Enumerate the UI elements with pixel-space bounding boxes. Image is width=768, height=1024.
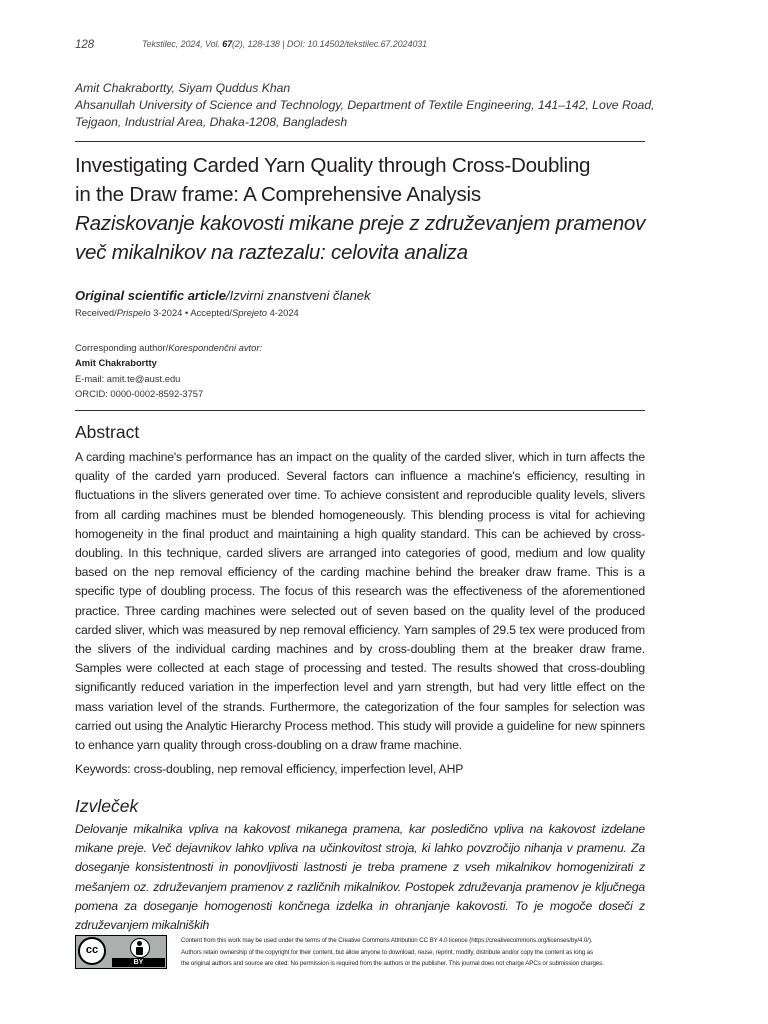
abstract-heading: Abstract — [75, 422, 140, 442]
izvlecek-text: Delovanje mikalnika vpliva na kakovost mikanega pramena, kar posledično vpliva na kakovost izdelane mikane preje. Več dejavnikov lahko vpliva na učinkovitost stroja, ki lahko povzročijo nihanja v pramenu. Za doseganje konsistentnosti in ponovljivosti lastnosti je treba pramene z vseh mikalnikov homogenizirati z mešanjem oz. združevanjem pramenov z različnih mikalnikov. Postopek združevanja pramenov je ključnega pomena za doseganje homogenosti končnega izdelka in ohranjanje kakovosti. To je mogoče doseči z združevanjem mikalniških — [75, 822, 645, 933]
izvlecek-heading: Izvleček — [75, 796, 139, 816]
title-slovenian — [75, 209, 675, 267]
article-type — [75, 288, 371, 303]
corresponding-email: E-mail: amit.te@aust.edu — [75, 372, 181, 384]
title-english — [75, 151, 675, 209]
corresponding-label-en: Corresponding author/ — [75, 342, 169, 353]
article-type-separator: / — [226, 288, 230, 303]
accepted-label-sl: Sprejeto — [232, 307, 267, 318]
abstract-text: A carding machine's performance has an impact on the quality of the carded sliver, which in turn affects the quality of the carded yarn produced. Several factors can influence a machine's efficiency, resulting in fluctuations in the slivers generated over time. To achieve consistent and reproducible quality levels, slivers from all carding machines must be blended homogeneously. This blending process is vital for achieving homogeneity in the final product and maintaining a high quality standard. This can be achieved by cross-doubling. In this technique, carded slivers are arranged into categories of good, medium and low quality based on the nep removal efficiency of the carding machine behind the breaker draw frame. This is a specific type of doubling process. The focus of this research was the effectiveness of the aforementioned practice. Three carding machines were selected out of seven based on the quality level of the produced carded sliver, which was measured by nep removal efficiency. Yarn samples of 29.5 tex were produced from the slivers of the individual carding machines and by cross-doubling them at the breaker draw frame. Samples were collected at each stage of processing and tested. The results showed that cross-doubling significantly reduced variation in the imperfection level and yarn strength, but had very little effect on the mass variation level of the strands. Furthermore, the categorization of the four samples for selection was carried out using the Analytic Hierarchy Process method. This study will provide a guideline for new spinners to enhance yarn quality through cross-doubling on a draw frame machine. — [75, 450, 645, 753]
license-line-3: the original authors and source are cited. No permission is required from the authors or the publisher. This journal does not charge APCs or submission charges. — [181, 960, 604, 968]
top-divider — [75, 141, 645, 142]
affiliation-line-2: Tejgaon, Industrial Area, Dhaka-1208, Bangladesh — [75, 115, 348, 129]
journal-volume: 67 — [222, 39, 232, 49]
title-slovenian-line-2: več mikalnikov na raztezalu: celovita analiza — [75, 241, 468, 264]
page-number: 128 — [75, 39, 95, 51]
corresponding-name: Amit Chakrabortty — [75, 357, 157, 369]
title-english-line-2: in the Draw frame: A Comprehensive Analysis — [75, 183, 481, 206]
corresponding-author-block — [75, 340, 262, 402]
received-label-sl: Prispelo — [116, 307, 151, 318]
corresponding-label — [75, 340, 262, 355]
accepted-value: 4-2024 — [266, 307, 299, 318]
affiliation-line-1: Ahsanullah University of Science and Technology, Department of Textile Engineering, 141–142, Love Road, — [75, 98, 655, 112]
license-line-1: Content from this work may be used under the terms of the Creative Commons Attribution CC BY 4.0 licence (https://creativecommons.org/licenses/by/4.0/). — [181, 937, 593, 944]
author-block — [75, 80, 655, 131]
author-names: Amit Chakrabortty, Siyam Quddus Khan — [75, 81, 291, 95]
article-type-sl: Izvirni znanstveni članek — [229, 288, 371, 303]
by-label: BY — [112, 958, 165, 967]
cc-icon: cc — [78, 937, 106, 965]
license-line-2: Authors retain ownership of the copyright for their content, but allow anyone to download, reuse, reprint, modify, distribute and/or copy the content as long as — [181, 948, 594, 956]
attribution-person-icon — [130, 938, 150, 958]
journal-prefix: Tekstilec, 2024, Vol. — [142, 39, 223, 49]
corresponding-orcid: ORCID: 0000-0002-8592-3757 — [75, 388, 204, 400]
received-value: 3-2024 • Accepted/ — [150, 307, 233, 318]
title-slovenian-line-1: Raziskovanje kakovosti mikane preje z združevanjem pramenov — [75, 212, 646, 235]
abstract-divider — [75, 410, 645, 411]
article-dates — [75, 307, 299, 318]
journal-citation — [142, 39, 427, 49]
license-text — [181, 935, 661, 970]
article-type-en: Original scientific article — [75, 288, 226, 303]
cc-by-license-badge — [75, 935, 167, 969]
keywords: Keywords: cross-doubling, nep removal efficiency, imperfection level, AHP — [75, 762, 464, 776]
corresponding-label-sl: Korespondenčni avtor: — [168, 342, 263, 353]
received-label: Received/ — [75, 307, 117, 318]
journal-suffix: (2), 128-138 | DOI: 10.14502/tekstilec.67.2024031 — [232, 39, 428, 49]
title-english-line-1: Investigating Carded Yarn Quality through Cross-Doubling — [75, 154, 591, 177]
